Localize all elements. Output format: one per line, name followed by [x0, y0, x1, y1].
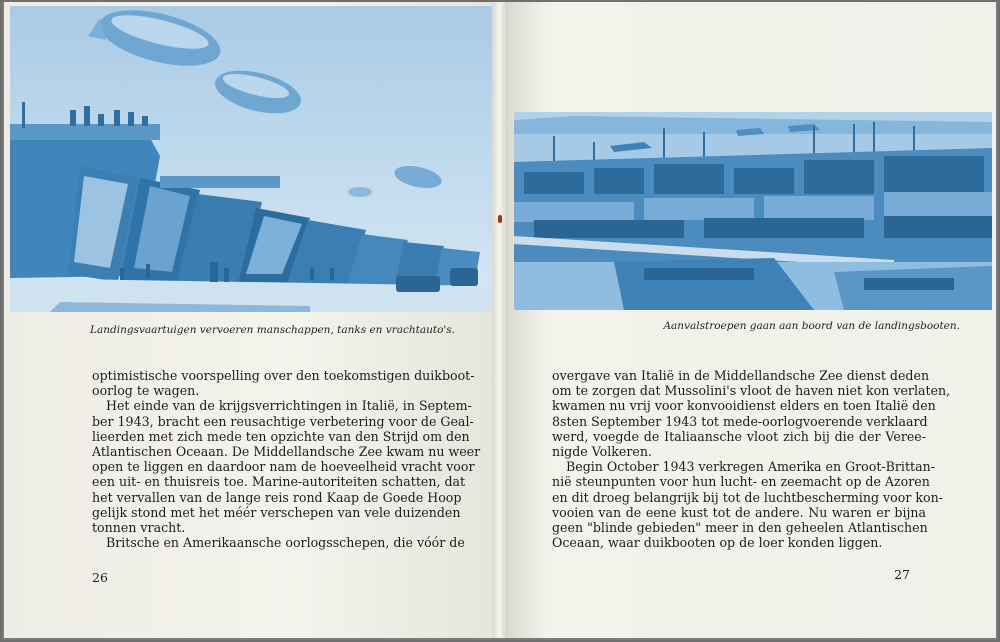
- right-photo-caption: Aanvalstroepen gaan aan boord van de landingsbooten.: [663, 320, 960, 332]
- left-body-text: [92, 368, 481, 551]
- text-line: vooien van de eene kust tot de andere. Nu waren er bijna: [552, 504, 926, 520]
- text-line: werd, voegde de Italiaansche vloot zich bij die der Veree-: [552, 428, 926, 444]
- text-line: Atlantischen Oceaan. De Middellandsche Zee kwam nu weer: [92, 444, 481, 460]
- text-line: een uit- en thuisreis toe. Marine-autoriteiten schatten, dat: [92, 474, 466, 490]
- landing-craft-photo: [10, 6, 492, 312]
- page-number-right: 27: [894, 567, 910, 582]
- paper-stain: [498, 215, 502, 223]
- text-line: overgave van Italië in de Middellandsche Zee dienst deden: [552, 368, 930, 383]
- left-photo-caption: Landingsvaartuigen vervoeren manschappen, tanks en vrachtauto's.: [90, 324, 456, 336]
- text-line: en dit droeg belangrijk bij tot de luchtbescherming voor kon-: [552, 489, 943, 505]
- right-page: [508, 2, 996, 638]
- text-line: tonnen vracht.: [92, 520, 186, 536]
- text-line: geen "blinde gebieden" meer in den geheelen Atlantischen: [552, 520, 928, 536]
- text-line: Het einde van de krijgsverrichtingen in Italië, in Septem-: [106, 398, 472, 414]
- text-line: kwamen nu vrij voor konvooidienst elders en toen Italië den: [552, 398, 936, 414]
- right-body-text: [552, 368, 951, 551]
- left-page: [4, 2, 494, 638]
- text-line: oorlog te wagen.: [92, 383, 200, 399]
- text-line: lieerden met zich mede ten opzichte van den Strijd om den: [92, 428, 470, 444]
- text-line: optimistische voorspelling over den toekomstigen duikboot-: [92, 368, 475, 383]
- text-line: het vervallen van de lange reis rond Kaap de Goede Hoop: [92, 489, 462, 505]
- harbour-troops-photo: [514, 112, 992, 310]
- text-line: 8sten September 1943 tot mede-oorlogvoerende verklaard: [552, 413, 928, 429]
- text-line: nigde Volkeren.: [552, 444, 652, 460]
- text-line: gelijk stond met het méér verschepen van vele duizenden: [92, 504, 461, 520]
- text-line: ber 1943, bracht een reusachtige verbetering voor de Geal-: [92, 413, 474, 429]
- text-line: Oceaan, waar duikbooten op de loer konden liggen.: [552, 535, 883, 551]
- text-line: om te zorgen dat Mussolini's vloot de haven niet kon verlaten,: [552, 383, 951, 399]
- text-line: open te liggen en daardoor nam de hoeveelheid vracht voor: [92, 459, 475, 475]
- text-line: Begin October 1943 verkregen Amerika en Groot-Brittan-: [566, 459, 935, 475]
- page-number-left: 26: [92, 570, 108, 585]
- book-spread: [2, 2, 998, 640]
- text-line: nië steunpunten voor hun lucht- en zeemacht op de Azoren: [552, 474, 930, 490]
- text-line: Britsche en Amerikaansche oorlogsschepen, die vóór de: [106, 535, 465, 551]
